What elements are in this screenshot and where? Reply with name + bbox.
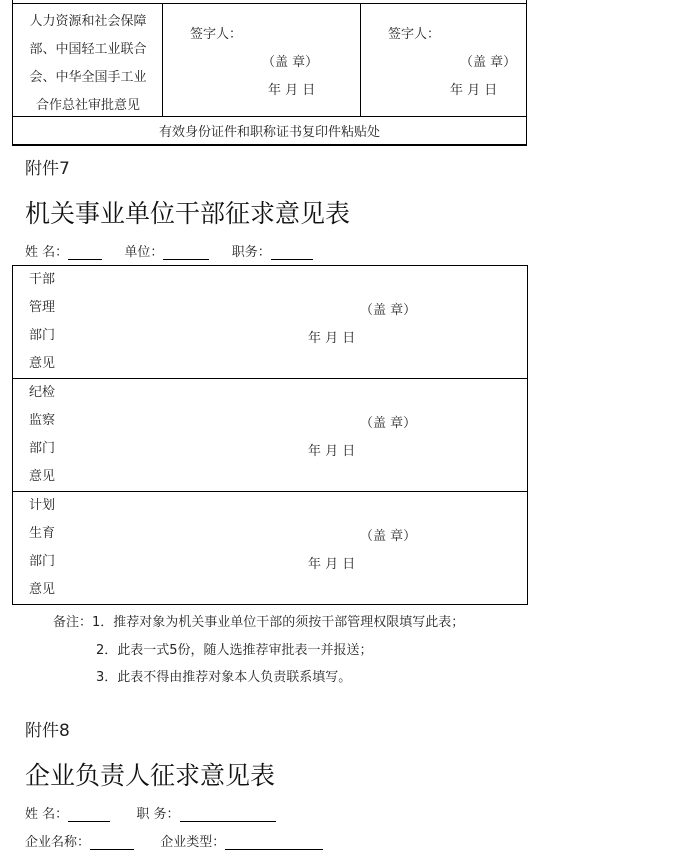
company-field[interactable] [90,835,134,850]
note-item: 3．此表不得由推荐对象本人负责联系填写。 [96,670,352,685]
table-row-label: 计划 生育 部门 意见 [28,498,55,597]
date-label: 年 月 日 [450,83,498,98]
table-row-label: 纪检 监察 部门 意见 [28,385,55,484]
seal-label: （盖 章） [360,416,417,431]
unit-field[interactable] [163,245,209,260]
signer-label: 签字人： [388,27,441,42]
date-label: 年 月 日 [308,444,356,459]
note-item: 备注：1．推荐对象为机关事业单位干部的须按干部管理权限填写此表； [53,615,465,630]
table-row-label: 干部 管理 部门 意见 [28,272,55,371]
date-label: 年 月 日 [268,83,316,98]
approval-label: 人力资源和社会保障 部、中国轻工业联合 会、中华全国手工业 合作总社审批意见 [29,14,147,113]
paste-note: 有效身份证件和职称证书复印件粘贴处 [158,125,380,140]
seal-label: （盖 章） [360,529,417,544]
position-label: 职 务： [136,807,180,822]
page-title: 机关事业单位干部征求意见表 [25,199,351,228]
signer-label: 签字人： [190,27,243,42]
note-item: 2．此表一式5份，随人选推荐审批表一并报送； [96,643,373,658]
attachment-label: 附件7 [25,159,70,179]
attachment-label: 附件8 [25,721,70,741]
name-label: 姓 名： [25,807,69,822]
position-field[interactable] [271,245,313,260]
seal-label: （盖 章） [262,55,319,70]
name-label: 姓 名： [25,245,69,260]
seal-label: （盖 章） [460,55,517,70]
company-type-field[interactable] [225,835,323,850]
company-type-label: 企业类型： [160,835,226,850]
info-fields [25,831,323,850]
unit-label: 单位： [124,245,164,260]
seal-label: （盖 章） [360,303,417,318]
date-label: 年 月 日 [308,557,356,572]
company-label: 企业名称： [25,835,91,850]
info-fields [25,241,313,260]
info-fields [25,803,276,822]
name-field[interactable] [68,245,102,260]
position-field[interactable] [180,807,276,822]
page-title: 企业负责人征求意见表 [25,761,276,790]
name-field[interactable] [68,807,110,822]
position-label: 职务： [231,245,271,260]
date-label: 年 月 日 [308,331,356,346]
